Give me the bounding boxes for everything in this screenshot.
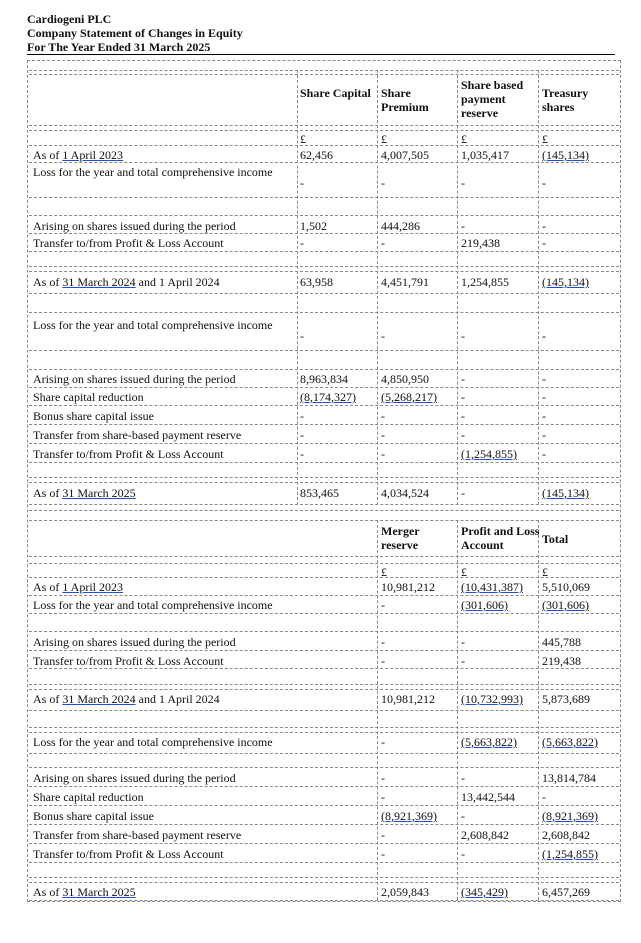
currency-symbol: £ [461,565,467,579]
cell-value: - [461,329,465,343]
column-header: Share Premium [381,86,429,114]
label-part: 1 April 2023 [62,580,124,594]
cell-value: - [381,771,385,785]
column-header: Share Capital [300,86,371,100]
cell-value: 63,958 [300,275,333,289]
cell-value: 5,510,069 [542,580,590,594]
cell-value: - [381,735,385,749]
cell-value: - [542,219,546,233]
cell-value: (145,134) [542,148,589,162]
label-part: 31 March 2025 [62,885,136,899]
cell-value: - [381,447,385,461]
row-divider [29,877,619,878]
cell-value: (5,663,822) [461,735,517,749]
row-divider [29,650,619,651]
row-divider [29,727,619,728]
row-divider [29,882,619,883]
row-divider [29,732,619,733]
row-divider [29,556,619,557]
row-label: Transfer to/from Profit & Loss Account [33,654,224,668]
row-label: Arising on shares issued during the period [33,635,236,649]
column-divider [538,70,539,505]
row-divider [29,631,619,632]
cell-value: - [461,771,465,785]
row-label [33,692,220,706]
cell-value: - [381,635,385,649]
label-part: 1 April 2023 [62,148,124,162]
cell-value: - [381,428,385,442]
cell-value: 10,981,212 [381,692,435,706]
cell-value: - [461,176,465,190]
row-label [33,885,136,899]
cell-value: 444,286 [381,219,420,233]
cell-value: 445,788 [542,635,581,649]
statement-title: Company Statement of Changes in Equity [27,26,243,40]
row-divider [29,824,619,825]
row-divider [29,843,619,844]
cell-value: - [381,847,385,861]
row-label: Arising on shares issued during the period [33,219,236,233]
cell-value: (1,254,855) [461,447,517,461]
cell-value: - [542,329,546,343]
cell-value: 219,438 [542,654,581,668]
cell-value: - [542,176,546,190]
column-header: Share based payment reserve [461,78,524,120]
label-part: 31 March 2025 [62,486,136,500]
cell-value: - [461,486,465,500]
row-divider [29,862,619,863]
cell-value: 219,438 [461,236,500,250]
row-divider [29,563,619,564]
cell-value: (145,134) [542,486,589,500]
row-divider [29,145,619,146]
row-divider [29,767,619,768]
cell-value: (10,732,993) [461,692,523,706]
row-divider [29,510,619,511]
row-label: Loss for the year and total comprehensive income [33,735,273,749]
cell-value: - [300,329,304,343]
row-divider [29,369,619,370]
row-label: Loss for the year and total comprehensive income [33,318,273,332]
row-divider [29,424,619,425]
currency-symbol: £ [300,132,306,146]
cell-value: (301,606) [542,598,589,612]
row-label: Arising on shares issued during the period [33,372,236,386]
cell-value: 2,608,842 [542,828,590,842]
company-name: Cardiogeni PLC [27,12,112,26]
cell-value: - [542,790,546,804]
row-divider [29,668,619,669]
cell-value: - [381,176,385,190]
cell-value: 4,850,950 [381,372,429,386]
cell-value: (1,254,855) [542,847,598,861]
cell-value: (301,606) [461,598,508,612]
label-part: As of [33,580,63,594]
row-label [33,148,123,162]
cell-value: (345,429) [461,885,508,899]
cell-value: 5,873,689 [542,692,590,706]
cell-value: 853,465 [300,486,339,500]
row-divider [29,387,619,388]
row-divider [29,689,619,690]
row-divider [29,462,619,463]
row-divider [29,482,619,483]
cell-value: (10,431,387) [461,580,523,594]
cell-value: - [542,372,546,386]
statement-period: For The Year Ended 31 March 2025 [27,40,211,54]
cell-value: 62,456 [300,148,333,162]
row-label: Bonus share capital issue [33,409,154,423]
cell-value: - [300,176,304,190]
column-header: Profit and Loss Account [461,524,540,552]
row-divider [29,74,619,75]
cell-value: 1,502 [300,219,327,233]
cell-value: - [542,409,546,423]
row-label: Transfer from share-based payment reserve [33,428,242,442]
currency-symbol: £ [542,565,548,579]
column-divider [297,70,298,505]
row-label: Share capital reduction [33,390,144,404]
cell-value: (145,134) [542,275,589,289]
cell-value: (5,663,822) [542,735,598,749]
row-divider [29,266,619,267]
row-divider [29,162,619,163]
cell-value: - [300,409,304,423]
cell-value: 4,007,505 [381,148,429,162]
cell-value: - [381,409,385,423]
row-label [33,275,220,289]
row-divider [29,312,619,313]
row-divider [29,710,619,711]
row-label: Loss for the year and total comprehensive income [33,598,273,612]
column-header: Total [542,532,569,546]
row-divider [29,504,619,505]
cell-value: 13,442,544 [461,790,515,804]
cell-value: - [542,236,546,250]
cell-value: - [461,219,465,233]
row-divider [29,233,619,234]
cell-value: 13,814,784 [542,771,596,785]
row-label: Transfer to/from Profit & Loss Account [33,236,224,250]
row-divider [29,805,619,806]
row-divider [29,520,619,521]
currency-symbol: £ [381,132,387,146]
row-divider [29,613,619,614]
cell-value: 2,608,842 [461,828,509,842]
row-label: Loss for the year and total comprehensive income [33,165,273,179]
cell-value: (8,174,327) [300,390,356,404]
cell-value: - [461,847,465,861]
row-label: Arising on shares issued during the period [33,771,236,785]
label-part: As of [33,885,63,899]
cell-value: - [542,390,546,404]
row-divider [29,405,619,406]
row-divider [29,753,619,754]
column-divider [377,70,378,505]
cell-value: - [461,428,465,442]
label-part: 31 March 2024 [62,275,136,289]
row-divider [29,900,619,901]
currency-symbol: £ [542,132,548,146]
row-divider [29,125,619,126]
cell-value: - [542,428,546,442]
column-divider [457,70,458,505]
cell-value: - [461,654,465,668]
cell-value: - [381,790,385,804]
row-divider [29,293,619,294]
row-divider [29,595,619,596]
cell-value: (8,921,369) [542,809,598,823]
currency-symbol: £ [461,132,467,146]
row-divider [29,251,619,252]
cell-value: - [542,447,546,461]
row-divider [29,215,619,216]
row-divider [29,350,619,351]
cell-value: 1,035,417 [461,148,509,162]
label-part: and 1 April 2024 [135,275,220,289]
row-label [33,486,136,500]
cell-value: - [381,654,385,668]
row-divider [29,70,619,71]
cell-value: 4,451,791 [381,275,429,289]
cell-value: 8,963,834 [300,372,348,386]
cell-value: 10,981,212 [381,580,435,594]
row-divider [29,684,619,685]
cell-value: - [461,372,465,386]
header-rule [27,54,615,55]
row-divider [29,443,619,444]
row-label: Transfer to/from Profit & Loss Account [33,847,224,861]
label-part: and 1 April 2024 [135,692,220,706]
label-part: As of [33,275,63,289]
row-divider [29,577,619,578]
cell-value: - [461,409,465,423]
column-header: Treasury shares [542,86,589,114]
cell-value: - [381,828,385,842]
cell-value: - [381,598,385,612]
row-label: Transfer from share-based payment reserve [33,828,242,842]
label-part: 31 March 2024 [62,692,136,706]
cell-value: - [381,329,385,343]
cell-value: - [381,236,385,250]
label-part: As of [33,148,63,162]
cell-value: (5,268,217) [381,390,437,404]
cell-value: 6,457,269 [542,885,590,899]
cell-value: - [461,390,465,404]
label-part: As of [33,692,63,706]
cell-value: - [300,428,304,442]
cell-value: 2,059,843 [381,885,429,899]
row-label: Bonus share capital issue [33,809,154,823]
cell-value: - [300,236,304,250]
cell-value: - [461,809,465,823]
cell-value: (8,921,369) [381,809,437,823]
cell-value: - [300,447,304,461]
column-header: Merger reserve [381,524,420,552]
currency-symbol: £ [381,565,387,579]
row-label: Transfer to/from Profit & Loss Account [33,447,224,461]
cell-value: 1,254,855 [461,275,509,289]
row-divider [29,130,619,131]
cell-value: 4,034,524 [381,486,429,500]
row-divider [29,477,619,478]
row-divider [29,197,619,198]
row-divider [29,271,619,272]
row-label [33,580,123,594]
label-part: As of [33,486,63,500]
row-label: Share capital reduction [33,790,144,804]
cell-value: - [461,635,465,649]
row-divider [29,786,619,787]
